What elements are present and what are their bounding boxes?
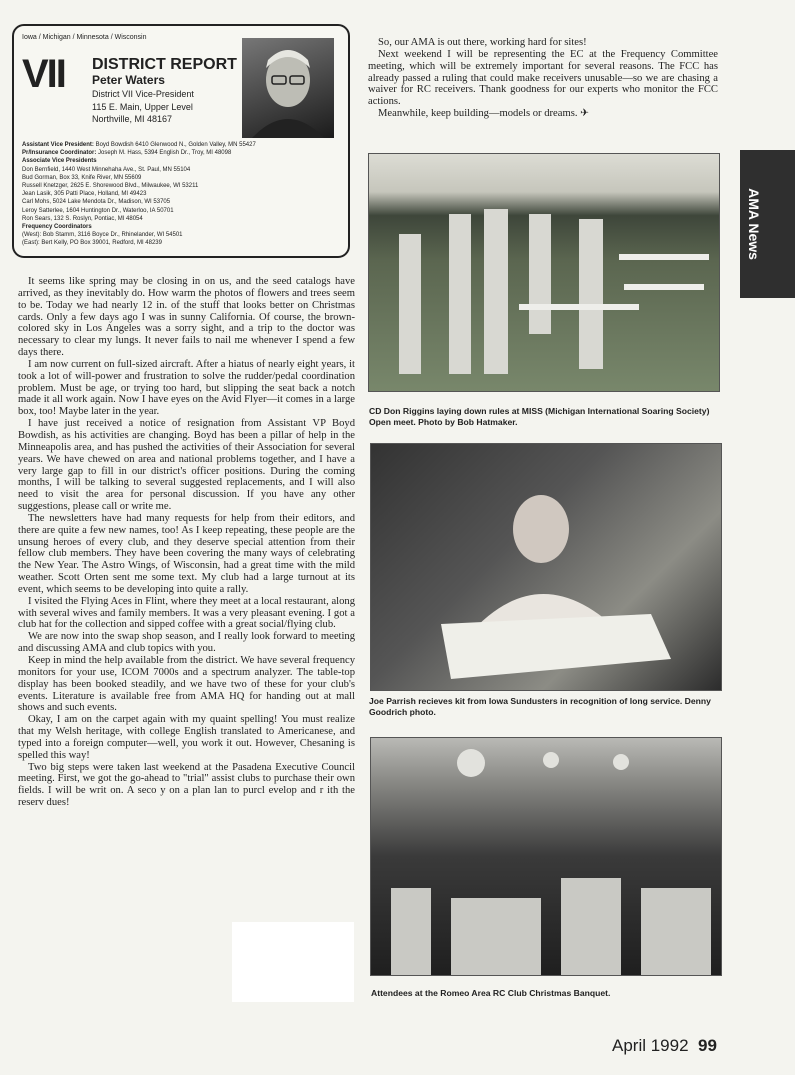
contact-line — [22, 166, 342, 174]
photo1-caption: CD Don Riggins laying down rules at MISS (Michigan International Soaring Society) Open meet. Photo by Bob Hatmaker. — [369, 406, 710, 427]
contact-line — [22, 190, 342, 198]
contact-line — [22, 223, 342, 231]
issue-date: April 1992 — [612, 1036, 689, 1055]
contact-text: Jean Lasik, 305 Patti Place, Holland, MI 49423 — [22, 191, 147, 198]
contact-label: Frequency Coordinators — [22, 224, 92, 231]
contact-line — [22, 215, 342, 223]
contact-label: Associate Vice Presidents — [22, 158, 97, 165]
redacted-area — [232, 922, 354, 1002]
contact-label: Pr/Insurance Coordinator: — [22, 150, 97, 157]
address-line-2: Northville, MI 48167 — [92, 114, 173, 124]
contact-text: Don Bernfield, 1440 West Minnehaha Ave., St. Paul, MN 55104 — [22, 166, 191, 173]
page-footer — [612, 1036, 717, 1056]
contact-text: Joseph M. Hass, 5394 English Dr., Troy, MI 48098 — [98, 150, 232, 157]
paragraph: Meanwhile, keep building—models or dreams. ✈ — [378, 108, 589, 120]
paragraph: It seems like spring may be closing in on us, and the seed catalogs have arrived, as they inevitably do. How warm the photos of flowers and trees seem to be. Today we had nearly 12 in. of the stuff that looks better on Christmas cards. Only a few days ago I was in sunny California. Of course, the brown-colored sky in Los Angeles was a sorry sight, and a trip to the doctor was necessary to clear my lungs. It never fails to nail me whenever I spend a few days there. — [18, 276, 355, 359]
address-line-1: 115 E. Main, Upper Level — [92, 102, 193, 112]
contact-text: Leroy Satterlee, 1604 Huntington Dr., Waterloo, IA 50701 — [22, 207, 174, 214]
contact-line — [22, 239, 342, 247]
district-number: VII — [22, 52, 65, 96]
contact-text: Boyd Bowdish 6410 Glenwood N., Golden Valley, MN 55427 — [95, 142, 256, 148]
contact-line — [22, 149, 342, 157]
paragraph: I have just received a notice of resignation from Assistant VP Boyd Bowdish, as his activities are changing. Boyd has been a pillar of help in the Minneapolis area, and has pushed the activities of their Association for several years. We have chewed on area and national problems together, and I have a very large gap to fill in our district's officer positions. During the coming months, I will be talking to several suggested replacements, and I will also need to visit the area for personal discussion. If you have any other suggestions, please call or write me. — [18, 418, 355, 513]
contact-line — [22, 174, 342, 182]
paragraph: We are now into the swap shop season, and I really look forward to meeting and discussing AMA and club topics with you. — [18, 631, 355, 655]
paragraph: I visited the Flying Aces in Flint, where they meet at a local restaurant, along with several wives and family members. It was a very pleasant evening. I got a club hat for the collection and sipped coffee with a great social/flying club. — [18, 595, 355, 631]
paragraph: Okay, I am on the carpet again with my quaint spelling! You must realize that my Welsh heritage, with college English translated to Americanese, and typed into a foreign computer—well, you work it out. However, Chesaning is spelled this way! — [18, 714, 355, 761]
contact-text: (West): Bob Stamm, 3116 Boyce Dr., Rhinelander, WI 54501 — [22, 232, 183, 239]
contact-text: Russell Knetzger, 2625 E. Shorewood Blvd., Milwaukee, WI 53211 — [22, 183, 199, 190]
contact-line — [22, 231, 342, 239]
photo2-caption: Joe Parrish recieves kit from Iowa Sundusters in recognition of long service. Denny Goodrich photo. — [369, 696, 711, 717]
paragraph: Keep in mind the help available from the district. We have several frequency monitors for your use, ICOM 7000s and a spectrum analyzer. The table-top display has been booked steadily, and we have two of these for your club's events. Literature is available free from AMA HQ for handing out at mall shows and such events. — [18, 655, 355, 714]
left-article-column — [18, 276, 355, 809]
contact-text: (East): Bert Kelly, PO Box 39001, Redford, MI 48239 — [22, 240, 162, 247]
contact-text: Carl Mohs, 5024 Lake Mendota Dr., Madison, WI 53705 — [22, 199, 171, 206]
soaring-meet-figures — [369, 154, 719, 391]
portrait-figure — [242, 38, 334, 138]
contact-line — [22, 141, 342, 149]
paragraph: Next weekend I will be representing the EC at the Frequency Committee meeting, which will be extremely important for several reasons. The FCC has already passed a ruling that could make receivers unusable—so we are chasing a waiver for RC receivers. Thank goodness for our experts who monitor the FCC actions. — [368, 48, 718, 108]
paragraph: I am now current on full-sized aircraft. After a hiatus of nearly eight years, it took a lot of will-power and frustration to solve the rudder/pedal coordination problem. Must be age, or trying too hard, but slipping the seat back a notch made it all work again. Now I have eyes on the Avid Flyer—it comes in a large box, too! Maybe later in the year. — [18, 358, 355, 418]
photo-soaring-meet — [368, 153, 720, 392]
photo3-caption: Attendees at the Romeo Area RC Club Christmas Banquet. — [371, 988, 611, 998]
section-tab-label: AMA News — [746, 188, 762, 260]
contact-line — [22, 182, 342, 190]
contact-line — [22, 157, 342, 165]
contact-label: Assistant Vice President: — [22, 142, 94, 148]
district-report-box — [12, 24, 350, 258]
portrait-photo — [242, 38, 334, 138]
district-states: Iowa / Michigan / Minnesota / Wisconsin — [22, 34, 147, 41]
district-report-heading: DISTRICT REPORT — [92, 56, 237, 73]
vice-president-title: District VII Vice-President — [92, 89, 194, 99]
section-tab — [740, 150, 795, 298]
photo-christmas-banquet — [370, 737, 722, 976]
paragraph: So, our AMA is out there, working hard for sites! — [378, 37, 587, 48]
kit-presentation-figures — [371, 444, 721, 690]
contact-list — [22, 141, 342, 248]
banquet-figures — [371, 738, 721, 975]
contact-text: Bud Gorman, Box 33, Knife River, MN 55609 — [22, 174, 142, 181]
contact-line — [22, 198, 342, 206]
photo-kit-presentation — [370, 443, 722, 691]
paragraph: Two big steps were taken last weekend at the Pasadena Executive Council meeting. First, we got the go-ahead to "trial" assist clubs to purchase their own fields. I will be writ on. A seco y on a plan lan to purcl evelop and r ith the reserv dues! — [18, 761, 355, 809]
contact-text: Ron Sears, 132 S. Roslyn, Pontiac, MI 48054 — [22, 215, 143, 222]
vice-president-name: Peter Waters — [92, 73, 165, 87]
contact-line — [22, 207, 342, 215]
page-number: 99 — [698, 1036, 717, 1055]
right-article-column — [368, 37, 718, 120]
paragraph: The newsletters have had many requests for help from their editors, and there are quite a few new names, too! As I keep repeating, these people are the unsung heroes of every club, and they deserve special attention from their fellow club members. They have been covering the many ways of celebrating the New Year. The Astro Wings, of Wisconsin, had a great time with the mild weather. Scott Orten sent me some text. My club had a large turnout at its event, which seems to be developing into quite a rally. — [18, 512, 355, 595]
